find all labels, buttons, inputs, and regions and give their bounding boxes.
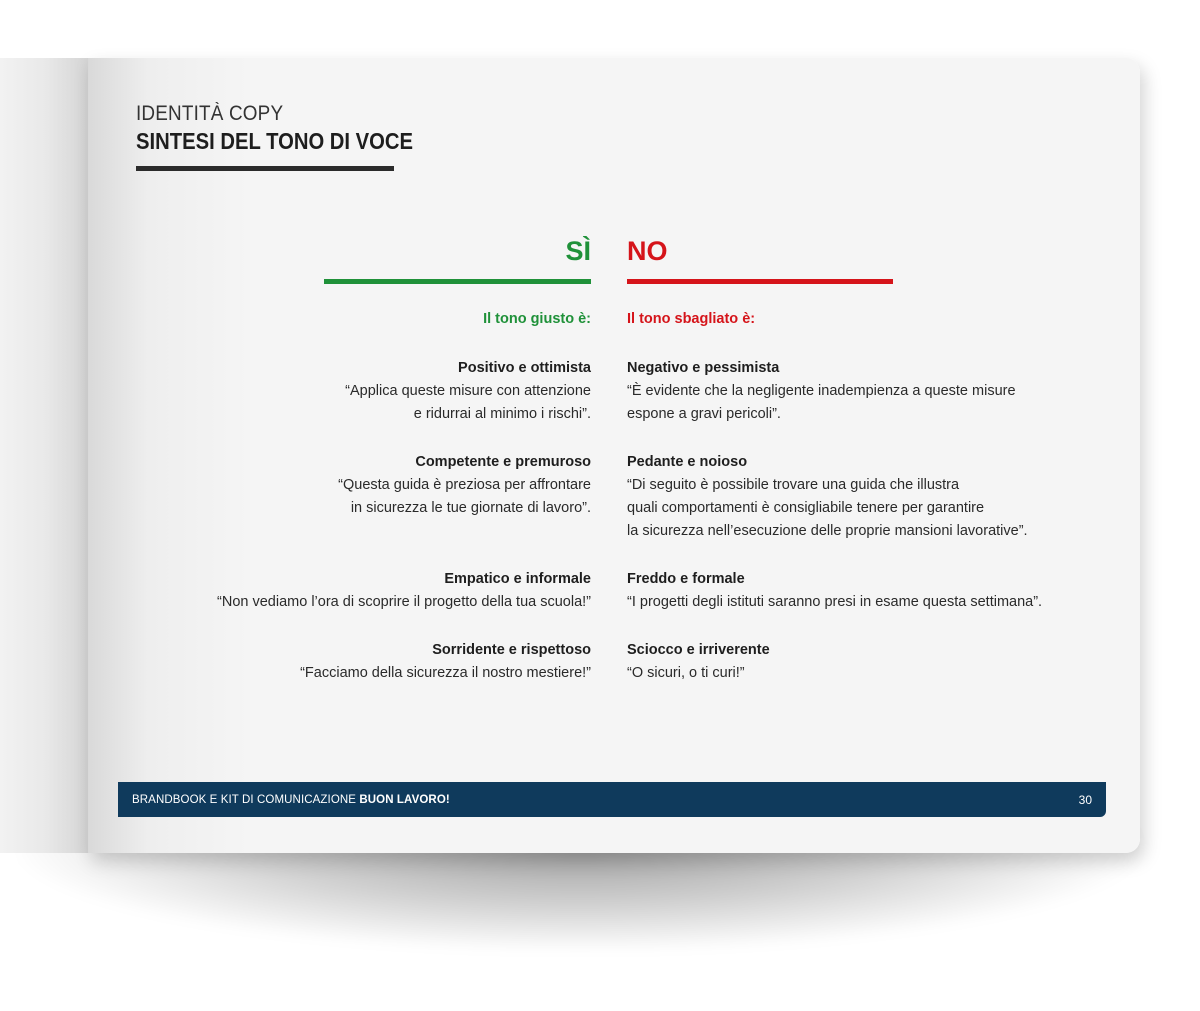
no-item-title: Negativo e pessimista bbox=[627, 360, 780, 376]
brandbook-page bbox=[88, 58, 1140, 853]
footer-label-brand: BUON LAVORO! bbox=[359, 794, 450, 806]
no-item-quote: “I progetti degli istituti saranno presi in esame questa settimana”. bbox=[627, 594, 1043, 610]
footer-label-text: BRANDBOOK E KIT DI COMUNICAZIONE bbox=[132, 794, 360, 806]
no-item-quote: la sicurezza nell’esecuzione delle proprie mansioni lavorative”. bbox=[627, 523, 1028, 539]
yes-item-quote: “Questa guida è preziosa per affrontare bbox=[338, 477, 591, 493]
no-item-title: Pedante e noioso bbox=[627, 454, 748, 470]
yes-item bbox=[338, 451, 591, 520]
yes-item-quote: in sicurezza le tue giornate di lavoro”. bbox=[350, 500, 591, 516]
yes-item bbox=[217, 568, 591, 614]
page-header bbox=[136, 102, 451, 155]
no-column bbox=[627, 233, 1097, 681]
no-item-quote: espone a gravi pericoli”. bbox=[627, 406, 781, 422]
no-item bbox=[627, 639, 770, 685]
no-bar bbox=[627, 279, 893, 284]
no-item bbox=[627, 451, 1028, 543]
footer-label bbox=[132, 794, 450, 806]
yes-item-quote: e ridurrai al minimo i rischi”. bbox=[413, 406, 591, 422]
no-item-quote: quali comportamenti è consigliabile tenere per garantire bbox=[627, 500, 985, 516]
no-heading: NO bbox=[627, 236, 668, 266]
yes-bar bbox=[324, 279, 591, 284]
yes-intro: Il tono giusto è: bbox=[483, 311, 591, 327]
yes-column bbox=[148, 233, 591, 681]
yes-item-quote: “Facciamo della sicurezza il nostro mestiere!” bbox=[300, 665, 591, 681]
page-title: SINTESI DEL TONO DI VOCE bbox=[136, 128, 414, 154]
section-kicker: IDENTITÀ COPY bbox=[136, 102, 284, 125]
yes-item-title: Positivo e ottimista bbox=[458, 360, 591, 376]
title-underline bbox=[136, 166, 394, 171]
yes-item-title: Sorridente e rispettoso bbox=[432, 642, 591, 658]
no-item-quote: “Di seguito è possibile trovare una guida che illustra bbox=[627, 477, 960, 493]
yes-item bbox=[300, 639, 591, 685]
no-item-quote: “O sicuri, o ti curi!” bbox=[627, 665, 745, 681]
no-item-title: Sciocco e irriverente bbox=[627, 642, 770, 658]
yes-item bbox=[345, 357, 591, 426]
yes-heading: SÌ bbox=[565, 236, 591, 266]
yes-item-title: Empatico e informale bbox=[444, 571, 591, 587]
yes-item-quote: “Non vediamo l’ora di scoprire il progetto della tua scuola!” bbox=[217, 594, 591, 610]
no-item-title: Freddo e formale bbox=[627, 571, 745, 587]
no-intro: Il tono sbagliato è: bbox=[627, 311, 756, 327]
no-item bbox=[627, 568, 1042, 614]
no-item-quote: “È evidente che la negligente inadempienza a queste misure bbox=[627, 383, 1016, 399]
no-item bbox=[627, 357, 1016, 426]
yes-item-quote: “Applica queste misure con attenzione bbox=[345, 383, 591, 399]
page-footer bbox=[118, 782, 1106, 817]
yes-item-title: Competente e premuroso bbox=[415, 454, 591, 470]
page-number: 30 bbox=[1078, 793, 1092, 807]
left-page-edge bbox=[0, 58, 100, 853]
